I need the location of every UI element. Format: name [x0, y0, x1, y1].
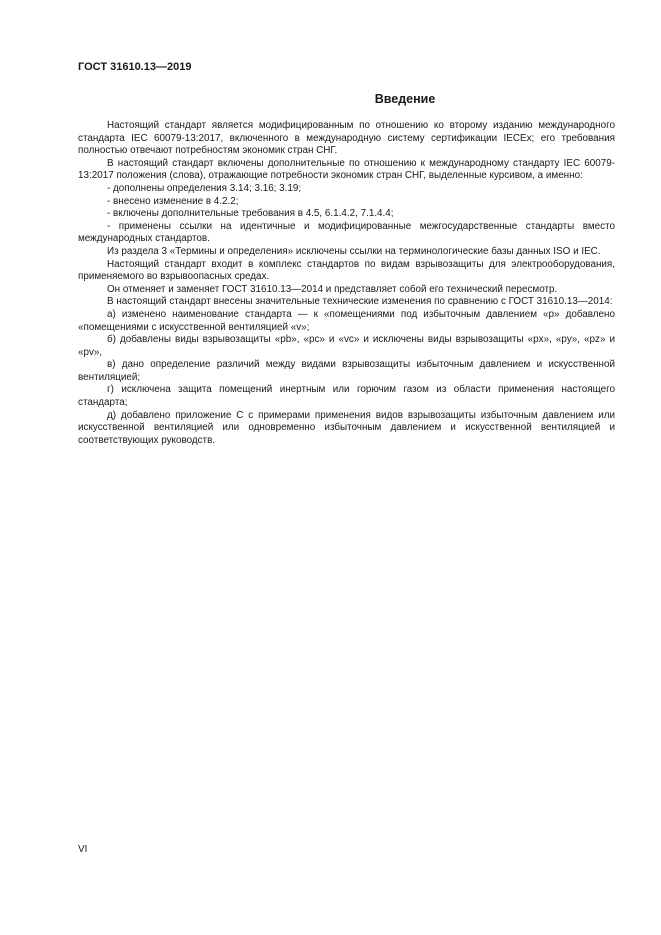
change-item: в) дано определение различий между видами взрывозащиты избыточным давлением и искусственной вентиляцией;	[78, 359, 615, 383]
page-number: VI	[78, 844, 88, 855]
list-item: - дополнены определения 3.14; 3.16; 3.19;	[107, 182, 302, 194]
paragraph-complex: Настоящий стандарт входит в комплекс стандартов по видам взрывозащиты для электрооборудования, применяемого во взрывоопасных средах.	[78, 258, 615, 283]
list-item: - применены ссылки на идентичные и модифицированные межгосударственные стандарты вместо международных стандартов.	[78, 220, 615, 245]
paragraph-changes: В настоящий стандарт внесены значительные технические изменения по сравнению с ГОСТ 31610.13—2014:	[107, 296, 613, 308]
list-item: - включены дополнительные требования в 4.5, 6.1.4.2, 7.1.4.4;	[107, 208, 394, 220]
change-item: д) добавлено приложение С с примерами применения видов взрывозащиты избыточным давлением или искусственной вентиляцией или одновременно избыточным давлением и искусственной вентиляцией и соответствующих руководств.	[78, 409, 615, 446]
paragraph-intro: Настоящий стандарт является модифицированным по отношению ко второму изданию международного стандарта IEC 60079-13:2017, включенного в международную систему сертификации IECEx; его требования полностью отвечают потребностям экономик стран СНГ.	[78, 120, 615, 157]
change-item: г) исключена защита помещений инертным или горючим газом из области применения настоящего стандарта;	[78, 384, 615, 409]
change-item: а) изменено наименование стандарта — к «помещениями под избыточным давлением «р» добавлено «помещениями с искусственной вентиляцией «v»;	[78, 308, 615, 333]
document-header-id: ГОСТ 31610.13—2019	[78, 61, 192, 73]
paragraph-terms: Из раздела 3 «Термины и определения» исключены ссылки на терминологические базы данных ISO и IEC.	[107, 245, 601, 257]
section-title: Введение	[374, 92, 436, 106]
introduction-body	[78, 120, 615, 447]
paragraph-additions: В настоящий стандарт включены дополнительные по отношению к международному стандарту IEC 60079-13:2017 положения (слова), отражающие потребности экономик стран СНГ, выделенные курсивом, а именно:	[78, 157, 615, 182]
list-item: - внесено изменение в 4.2.2;	[107, 195, 239, 207]
change-item: б) добавлены виды взрывозащиты «pb», «pc» и «vc» и исключены виды взрывозащиты «px», «py», «pz» и «pv»,	[78, 334, 615, 358]
paragraph-replaces: Он отменяет и заменяет ГОСТ 31610.13—2014 и представляет собой его технический пересмотр.	[107, 283, 558, 295]
